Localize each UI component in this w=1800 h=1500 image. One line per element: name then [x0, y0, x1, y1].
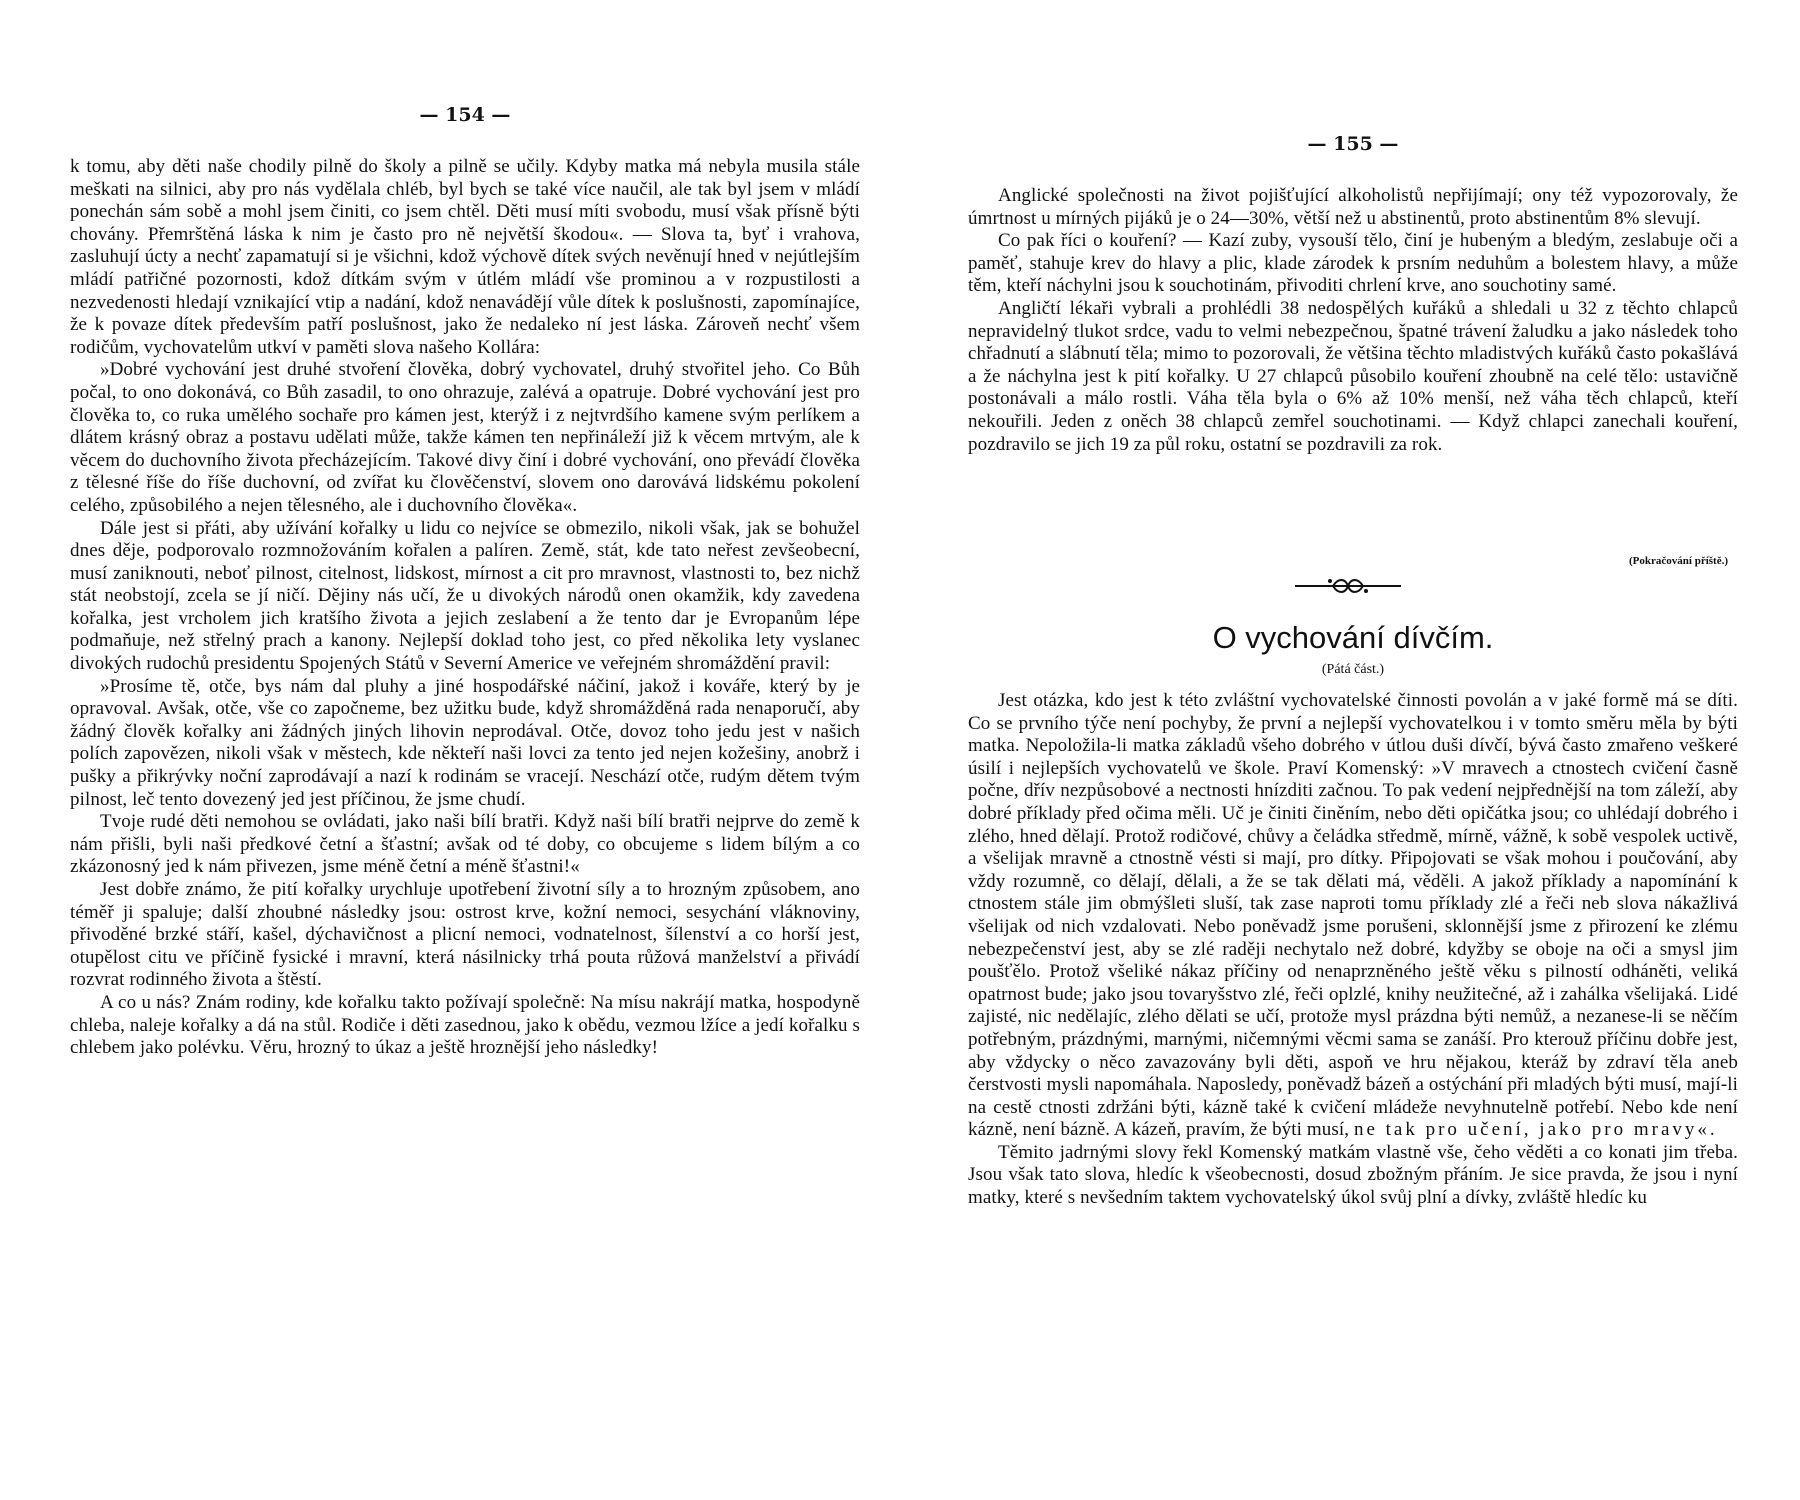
left-page: [70, 0, 860, 1500]
spaced-quote-ending: ne tak pro učení, jako pro mravy«.: [1353, 1119, 1718, 1141]
paragraph: [968, 690, 1738, 1142]
chapter-subtitle: (Pátá část.): [1321, 662, 1385, 677]
left-page-text: [70, 156, 860, 1060]
paragraph: k tomu, aby děti naše chodily pilně do školy a pilně se učily. Kdyby matka má nebyla musila stále meškati na silnici, aby pro nás vydělala chléb, byl bych se také více naučil, ale tak byl jsem v mládí ponechán sám sobě a mohl jsem činiti, co jsem chtěl. Děti musí míti svobodu, musí však přísně býti chovány. Přemrštěná láska k nim je často pro ně největší škodou«. — Slova ta, byť i vrahova, zasluhují úcty a nechť zapamatují si je všichni, kdož výchově dítek svých nevěnují hned v nejútlejším mládí patřičné pozornosti, kdož dítkám svým v útlém mládí vše prominou a v rozpustilosti a nezvedenosti hledají vznikající vtip a nadání, kdož nenavádějí vůle dítek k poslušnosti, zapomínajíce, že k povaze dítek především patří poslušnost, jako že nedaleko ní jest láska. Zároveň nechť všem rodičům, vychovatelům utkví v paměti slova našeho Kollára:: [70, 156, 860, 358]
right-page: [968, 0, 1738, 1500]
paragraph: A co u nás? Znám rodiny, kde kořalku takto požívají společně: Na mísu nakrájí matka, hospodyně chleba, naleje kořalky a dá na stůl. Rodiče i děti zasednou, jako k obědu, vezmou lžíce a jedí kořalku s chlebem jako polévku. Věru, hrozný to úkaz a ještě hroznější jeho následky!: [70, 991, 860, 1059]
ornament-divider-icon: [1293, 575, 1403, 597]
page-number: — 155 —: [1307, 133, 1399, 155]
paragraph: Těmito jadrnými slovy řekl Komenský matkám vlastně vše, čeho věděti a co konati jim třeba. Jsou však tato slova, hledíc k všeobecnosti, dosud zbožným přáním. Je sice pravda, že jsou i nyní matky, které s nevšedním taktem vychovatelský úkol svůj plní a dívky, zvláště hledíc ku: [968, 1141, 1738, 1209]
paragraph: »Prosíme tě, otče, bys nám dal pluhy a jiné hospodářské náčiní, jakož i kováře, který by je opravoval. Avšak, otče, vše co započneme, bez užitku bude, když shromážděná rada nenaporučí, aby žádný člověk kořalky ani žádných jiných lihovin neprodával. Otče, dovoz toho jedu jest v našich polích zapovězen, nikoli však v městech, kde někteří naši lovci za tento jed nejen kožešiny, anobrž i pušky a přikrývky noční zaprodávají a nazí k rodinám se vracejí. Neschází otče, rudým dětem tvým pilnost, leč tento dovezený jed jest příčinou, že jsme chudí.: [70, 675, 860, 810]
right-page-text-bottom: [968, 690, 1738, 1210]
paragraph-text: Jest otázka, kdo jest k této zvláštní vychovatelské činnosti povolán a v jaké formě má se díti. Co se prvního týče není pochyby, že první a nejlepší vychovatelkou i v tomto směru měla by býti matka. Nepoložila-li matka základů všeho dobrého v útlou duši dívčí, bývá často zmařeno veškeré úsilí i nejlepších vychovatelů ve škole. Praví Komenský: »V mravech a ctnostech cvičení časně počne, dřív nezpůsobové a nectnosti hnízditi začnou. To pak vedení nejpřednější na tom záleží, aby dobré příklady před očima měli. Uč je činiti činěním, nebo děti opičátka jsou; co uhlédají dobrého i zlého, hned dělají. Protož rodičové, chůvy a čeládka středmě, mírně, vážně, k sobě vespolek uctivě, a všelijak mravně a ctnostně vésti si mají, pro dítky. Připojovati se však mohou i poučování, aby vždy rozumně, co dělají, dělali, a že se tak dělati má, věděli. A jakož příklady a napomínání k ctnostem stále jim obmýšleti sluší, tak zase naproti tomu příklady zlé a řeči neb slova nákažlivá všelijak od nich vzdalovati. Nebo poněvadž jsme porušeni, sklonnější jsme z přirození ke zlému nebezpečenství jest, aby se zlé raději nechytalo než dobré, kdyžby se oboje na oči a smysl jim poušťělo. Protož všeliké nákaz příčiny od nenaprzněného ještě věku s pilností odháněti, veliká opatrnost bude; jako jsou tovaryšstvo zlé, řeči oplzlé, knihy neužitečné, až i zahálka všelijaká. Lidé zajisté, nic nedělajíc, zlého dělati se učí, protože mysl prázdna býti nemůž, a nezanese-li se něčím potřebným, prázdnými, marnými, ničemnými věcmi sama se zanáší. Pro kterouž příčinu dobře jest, aby vždycky o něco zavazovány byli děti, aspoň ve hru nějakou, kteráž by zdraví těla aneb čerstvosti mysli napomáhala. Naposledy, poněvadž bázeň a ostýchání při mladých býti musí, mají-li na cestě ctnosti zdržáni býti, kázně také k cvičení mládeže nevyhnutelně potřebí. Nebo kde není kázně, není bázně. A kázeň, pravím, že býti musí,: [968, 690, 1738, 1141]
chapter-title: O vychování dívčím.: [1212, 620, 1494, 655]
paragraph: Anglické společnosti na život pojišťující alkoholistů nepřijímají; ony též vypozorovaly, že úmrtnost u mírných pijáků je o 24—30%, větší než u abstinentů, proto abstinentům 8% slevují.: [968, 185, 1738, 229]
paragraph: Angličtí lékaři vybrali a prohlédli 38 nedospělých kuřáků a shledali u 32 z těchto chlapců nepravidelný tlukot srdce, vadu to velmi nebezpečnou, špatné trávení žaludku a jako následek toho chřadnutí a slábnutí těla; mimo to pozorovali, že většina těchto mladistvých kuřáků často pokašlává a že náchylna jest k pití kořalky. U 27 chlapců působilo kouření zhoubně na celé tělo: ustavičně postonávali a málo rostli. Váha těla byla o 6% až 10% menší, než váha těch chlapců, kteří nekouřili. Jeden z oněch 38 chlapců zemřel souchotinami. — Když chlapci zanechali kouření, pozdravilo se jich 19 za půl roku, ostatní se pozdravili za rok.: [968, 297, 1738, 455]
page-number: — 154 —: [419, 104, 511, 126]
paragraph: Tvoje rudé děti nemohou se ovládati, jako naši bílí bratři. Když naši bílí bratři nejprve do země k nám přišli, byli naši předkové četní a šťastní; avšak od té doby, co obcujeme s lidem bílým a co zkázonosný jed k nám přivezen, jsme méně četní a méně šťastni!«: [70, 811, 860, 878]
paragraph: Dále jest si přáti, aby užívání kořalky u lidu co nejvíce se obmezilo, nikoli však, jak se bohužel dnes děje, podporovalo rozmnožováním kořalen a palíren. Země, stát, kde tato neřest zevšeobecní, musí zaniknouti, neboť pilnost, citelnost, lidskost, mírnost a cit pro mravnost, vlastnosti to, bez nichž stát neobstojí, zcela se jí ničí. Dějiny nás učí, že u divokých národů onen okamžik, kdy zavedena kořalka, jest vrcholem jich kratšího života a jejich zeslabení a že tento dar je Evropanům lépe podmaňuje, než střelný prach a kanony. Nejlepší doklad toho jest, co před několika lety vyslanec divokých rudochů presidentu Spojených Států v Severní Americe ve veřejném shromáždění pravil:: [70, 517, 860, 675]
paragraph: »Dobré vychování jest druhé stvoření člověka, dobrý vychovatel, druhý stvořitel jeho. Co Bůh počal, to ono dokonává, co Bůh zasadil, to ono ohrazuje, zalévá a opatruje. Dobré vychování jest pro člověka to, co ruka umělého sochaře pro kámen jest, kterýž i z nejtvrdšího kamene svým perlíkem a dlátem krásný obraz a postavu udělati může, takže kámen ten nepřináleží již k věcem mrtvým, ale k věcem do duchovního života přecházejícím. Takové divy činí i dobré vychování, ono převádí člověka z tělesné říše do říše duchovní, od zvířat ku člověčenství, slovem ono darovává lidskému pokolení celého, způsobilého a nejen tělesného, ale i duchovního člověka«.: [70, 359, 860, 516]
continuation-note: (Pokračování příště.): [1629, 555, 1728, 567]
paragraph: Co pak říci o kouření? — Kazí zuby, vysouší tělo, činí je hubeným a bledým, zeslabuje oči a paměť, stahuje krev do hlavy a plic, klade zárodek k prsním neduhům a bolestem hlavy, a může těm, kteří náchylni jsou k souchotinám, přivoditi chrlení krve, ano souchotiny samé.: [968, 230, 1738, 297]
right-page-text-top: [968, 185, 1738, 456]
paragraph: Jest dobře známo, že pití kořalky urychluje upotřebení životní síly a to hrozným způsobem, ano téměř ji spaluje; další zhoubné následky jsou: ostrost krve, kožní nemoci, sesychání vláknoviny, přivoděné brzké stáří, kašel, dýchavičnost a plicní nemoci, vodnatelnost, šílenství a co horší jest, otupělost citu ve příčině fysické i mravní, která násilnicky trhá pouta růžová manželství a přivádí rozvrat rodinného života a štěstí.: [70, 879, 860, 991]
